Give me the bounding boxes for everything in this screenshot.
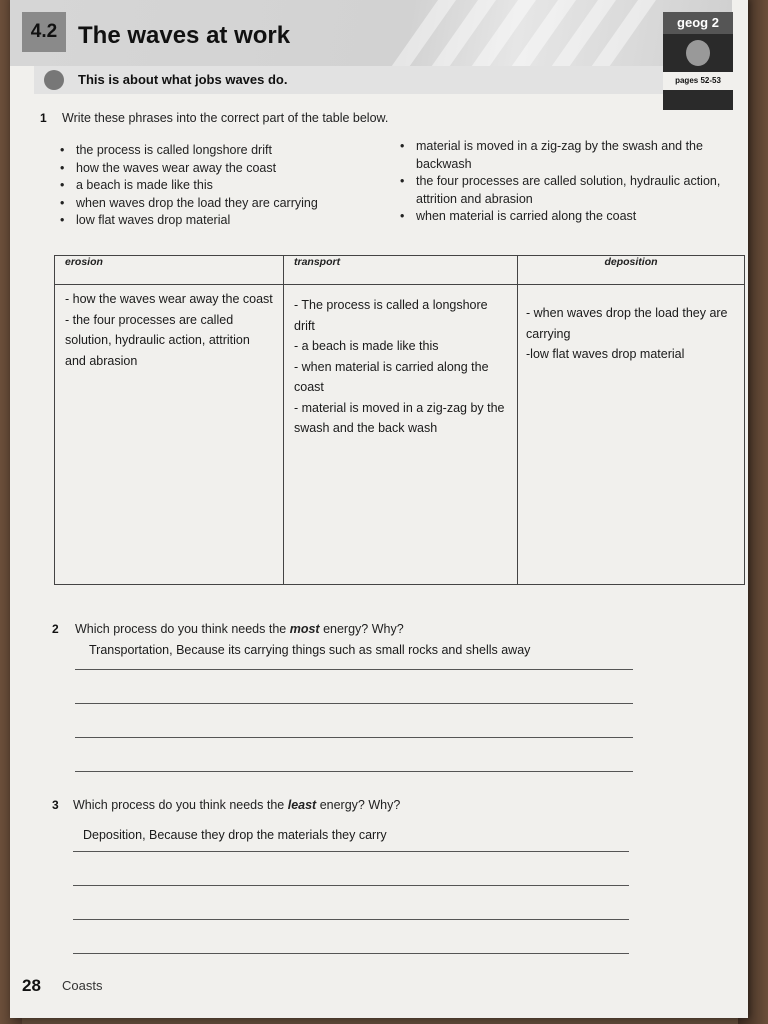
answer-line	[75, 737, 633, 738]
answer-table	[54, 255, 745, 585]
question-2-prompt	[75, 622, 404, 636]
answer-line	[73, 851, 629, 852]
table-header-erosion: erosion	[55, 256, 284, 285]
transport-entry: - a beach is made like this	[294, 339, 439, 353]
phrase-list-left	[58, 142, 378, 230]
answer-line	[75, 669, 633, 670]
list-item: • the process is called longshore drift	[58, 142, 378, 160]
list-item: • material is moved in a zig-zag by the swash and the backwash	[398, 138, 738, 173]
deposition-entry: -low flat waves drop material	[526, 347, 685, 361]
answer-line	[73, 953, 629, 954]
answer-line	[75, 771, 633, 772]
question-1-number: 1	[40, 111, 47, 125]
list-item: • when material is carried along the coast	[398, 208, 738, 226]
book-badge	[663, 12, 733, 110]
table-header-transport: transport	[284, 256, 518, 285]
list-item: • low flat waves drop material	[58, 212, 378, 230]
prompt-text: Which process do you think needs the	[73, 798, 288, 812]
list-item: • a beach is made like this	[58, 177, 378, 195]
list-item: • when waves drop the load they are carrying	[58, 195, 378, 213]
answer-line	[75, 703, 633, 704]
badge-label: geog 2	[663, 12, 733, 34]
list-item: • the four processes are called solution, hydraulic action, attrition and abrasion	[398, 173, 738, 208]
header-stripes	[390, 0, 670, 66]
page-title: The waves at work	[78, 22, 291, 49]
erosion-entry: - how the waves wear away the coast	[65, 292, 273, 306]
transport-entry: - material is moved in a zig-zag by the swash and the back wash	[294, 400, 505, 435]
section-number: 4.2	[22, 12, 66, 52]
prompt-emphasis: least	[287, 798, 317, 812]
page-number: 28	[22, 976, 41, 995]
deposition-entry: - when waves drop the load they are carrying	[526, 306, 728, 341]
prompt-emphasis: most	[289, 622, 320, 636]
deposition-cell[interactable]	[518, 285, 745, 585]
transport-cell[interactable]	[284, 285, 518, 585]
transport-entry: - The process is called a longshore drift	[294, 298, 488, 333]
question-2-answer[interactable]: Transportation, Because its carrying things such as small rocks and shells away	[89, 643, 531, 657]
answer-line	[73, 885, 629, 886]
chapter-name: Coasts	[62, 978, 103, 993]
badge-pages: pages 52-53	[663, 72, 733, 90]
prompt-text: energy? Why?	[319, 622, 404, 636]
question-3-prompt	[73, 798, 400, 812]
question-2-number: 2	[52, 622, 59, 636]
question-3-answer[interactable]: Deposition, Because they drop the materials they carry	[83, 828, 387, 842]
list-item: • how the waves wear away the coast	[58, 160, 378, 178]
table-header-deposition: deposition	[518, 256, 745, 285]
erosion-entry: - the four processes are called solution, hydraulic action, attrition and abrasion	[65, 312, 250, 368]
question-1-prompt: Write these phrases into the correct part of the table below.	[62, 111, 389, 125]
question-3-number: 3	[52, 798, 59, 812]
phrase-list-right	[398, 138, 738, 226]
prompt-text: energy? Why?	[316, 798, 401, 812]
transport-entry: - when material is carried along the coast	[294, 359, 489, 394]
circle-bullet-icon	[44, 70, 64, 90]
prompt-text: Which process do you think needs the	[75, 622, 290, 636]
globe-icon	[686, 40, 710, 66]
page-subtitle: This is about what jobs waves do.	[78, 72, 288, 87]
erosion-cell[interactable]	[55, 285, 284, 585]
answer-line	[73, 919, 629, 920]
